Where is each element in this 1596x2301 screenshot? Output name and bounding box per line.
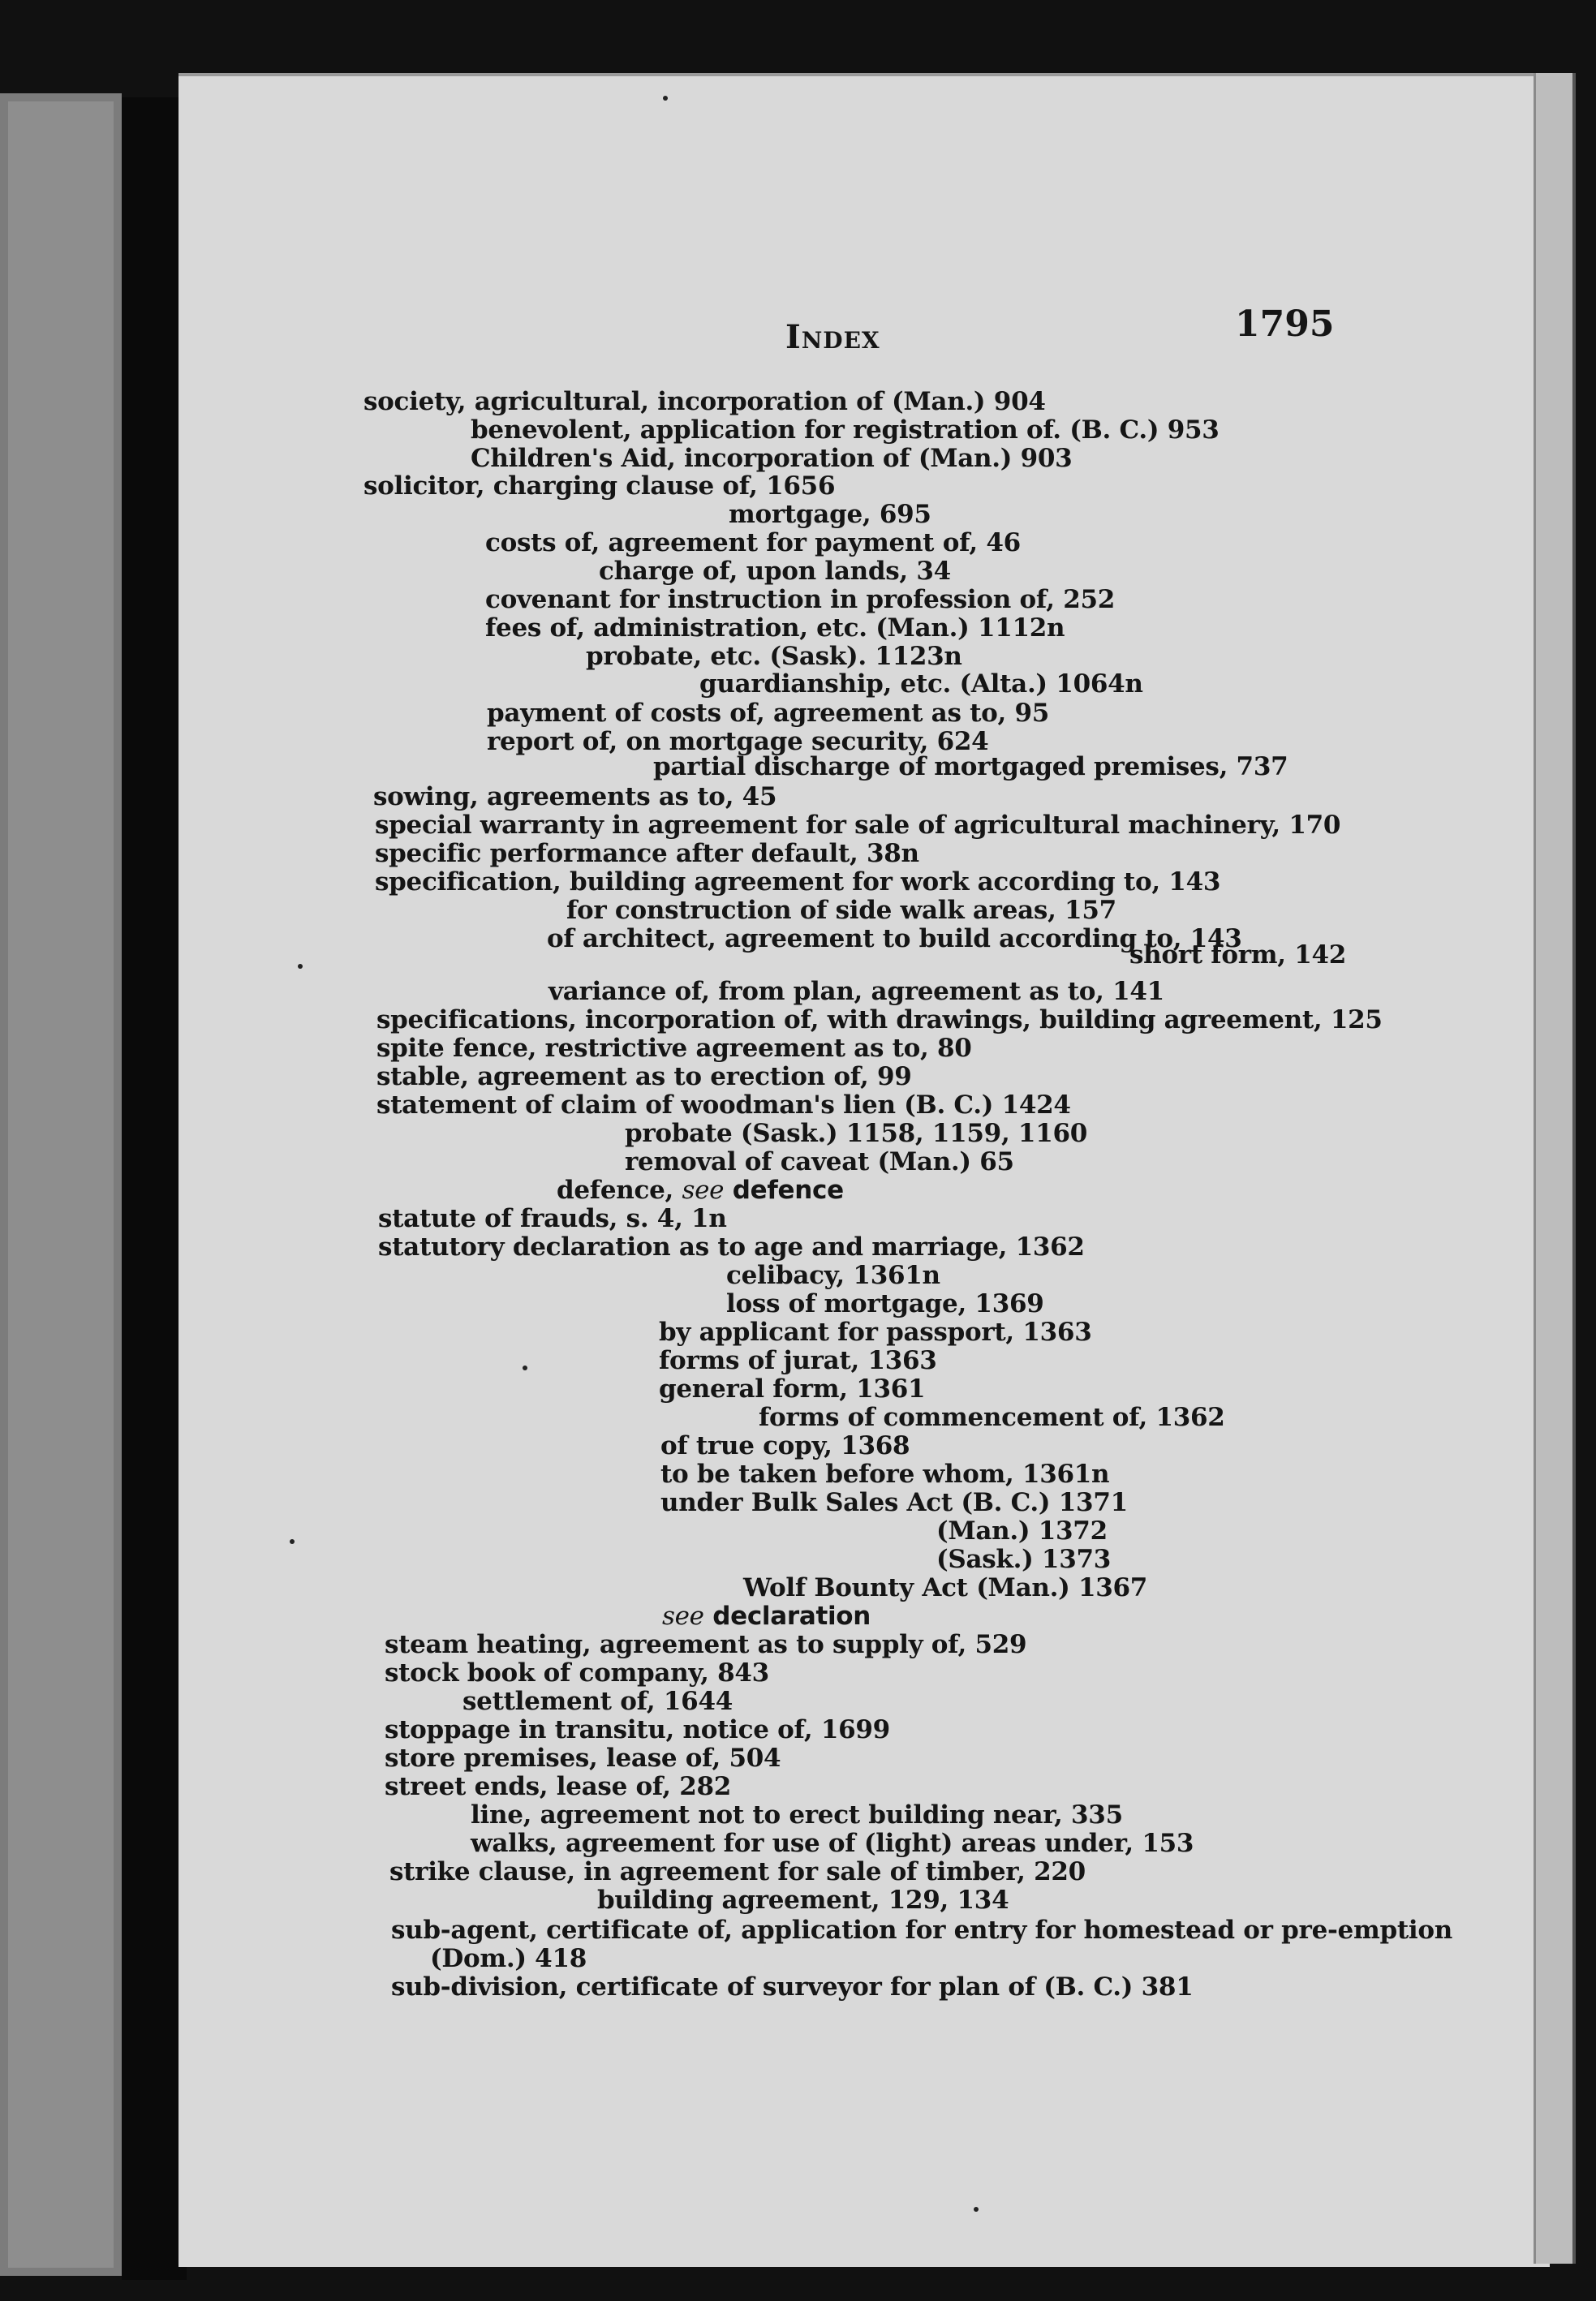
index-entry: general form, 1361 (659, 1374, 926, 1404)
see-word: see (662, 1602, 704, 1631)
index-entry: sub-agent, certificate of, application for entry for homestead or pre-emption (391, 1916, 1452, 1945)
index-entry: sowing, agreements as to, 45 (373, 782, 777, 811)
index-entry: street ends, lease of, 282 (385, 1772, 732, 1801)
index-entry: covenant for instruction in profession of, 252 (485, 585, 1116, 614)
see-reference-declaration: declaration (712, 1602, 871, 1631)
index-entry: line, agreement not to erect building near, 335 (471, 1800, 1123, 1830)
index-entry: of architect, agreement to build according to, 143 (547, 924, 1242, 953)
index-entry: payment of costs of, agreement as to, 95 (487, 699, 1050, 728)
index-entry: partial discharge of mortgaged premises, 737 (653, 752, 1288, 781)
index-entry: strike clause, in agreement for sale of timber, 220 (389, 1857, 1086, 1886)
speck (290, 1539, 295, 1544)
index-entry: store premises, lease of, 504 (385, 1744, 781, 1773)
index-entry: charge of, upon lands, 34 (599, 557, 951, 586)
index-entry: sub-division, certificate of surveyor for plan of (B. C.) 381 (391, 1972, 1194, 2002)
index-entry: specific performance after default, 38n (375, 839, 919, 868)
index-entry: guardianship, etc. (Alta.) 1064n (699, 669, 1143, 699)
see-reference-defence: defence (732, 1176, 844, 1205)
index-entry: statutory declaration as to age and marriage, 1362 (378, 1232, 1085, 1262)
index-entry: statute of frauds, s. 4, 1n (378, 1204, 727, 1233)
index-entry: probate, etc. (Sask). 1123n (586, 642, 962, 671)
index-entry: specifications, incorporation of, with drawings, building agreement, 125 (376, 1005, 1383, 1034)
index-entry: special warranty in agreement for sale of agricultural machinery, 170 (375, 811, 1341, 840)
index-entry: Children's Aid, incorporation of (Man.) 903 (471, 444, 1073, 473)
index-entry: under Bulk Sales Act (B. C.) 1371 (660, 1488, 1128, 1517)
index-entry: (Sask.) 1373 (936, 1545, 1112, 1574)
index-entry: spite fence, restrictive agreement as to, 80 (376, 1034, 972, 1063)
index-entry: (Dom.) 418 (430, 1944, 587, 1973)
index-entry: statement of claim of woodman's lien (B. C.) 1424 (376, 1090, 1071, 1120)
speck (663, 96, 668, 101)
index-entry: probate (Sask.) 1158, 1159, 1160 (625, 1119, 1088, 1148)
index-entry: settlement of, 1644 (462, 1687, 733, 1716)
index-entry: to be taken before whom, 1361n (660, 1460, 1110, 1489)
index-entry: removal of caveat (Man.) 65 (625, 1147, 1014, 1176)
speck (523, 1366, 527, 1370)
index-entry-text: defence, (557, 1176, 673, 1205)
see-word: see (682, 1176, 725, 1205)
index-entry: short form, 142 (1129, 940, 1347, 970)
index-entry: walks, agreement for use of (light) areas under, 153 (471, 1829, 1194, 1858)
index-entry: society, agricultural, incorporation of (Man.) 904 (364, 387, 1046, 416)
index-entry: by applicant for passport, 1363 (659, 1318, 1092, 1347)
index-entry (557, 1176, 844, 1204)
index-entry: Wolf Bounty Act (Man.) 1367 (743, 1573, 1148, 1602)
index-entry: steam heating, agreement as to supply of, 529 (385, 1630, 1027, 1659)
index-entry: (Man.) 1372 (936, 1516, 1108, 1546)
index-entry: stoppage in transitu, notice of, 1699 (385, 1715, 890, 1744)
index-entry: forms of jurat, 1363 (659, 1346, 937, 1375)
index-entry: solicitor, charging clause of, 1656 (364, 471, 836, 501)
index-entry: stable, agreement as to erection of, 99 (376, 1062, 912, 1091)
index-entry: for construction of side walk areas, 157 (566, 896, 1116, 925)
index-entry: forms of commencement of, 1362 (759, 1403, 1225, 1432)
index-entry: fees of, administration, etc. (Man.) 1112n (485, 613, 1065, 643)
index-entry: building agreement, 129, 134 (597, 1886, 1009, 1915)
index-entry: loss of mortgage, 1369 (726, 1289, 1044, 1318)
index-entry: celibacy, 1361n (726, 1261, 940, 1290)
index-entry: of true copy, 1368 (660, 1431, 910, 1460)
running-head: Index (785, 318, 880, 356)
index-entry: report of, on mortgage security, 624 (487, 727, 989, 756)
index-entry: benevolent, application for registration of. (B. C.) 953 (471, 415, 1220, 445)
page-number: 1795 (1235, 303, 1335, 345)
index-entry (662, 1602, 871, 1630)
index-entry: stock book of company, 843 (385, 1658, 769, 1688)
index-entry: costs of, agreement for payment of, 46 (485, 528, 1021, 557)
index-entry: mortgage, 695 (729, 500, 931, 529)
index-entry: specification, building agreement for work according to, 143 (375, 867, 1221, 897)
index-entry: variance of, from plan, agreement as to, 141 (548, 977, 1164, 1006)
speck (298, 964, 303, 969)
speck (974, 2207, 979, 2212)
